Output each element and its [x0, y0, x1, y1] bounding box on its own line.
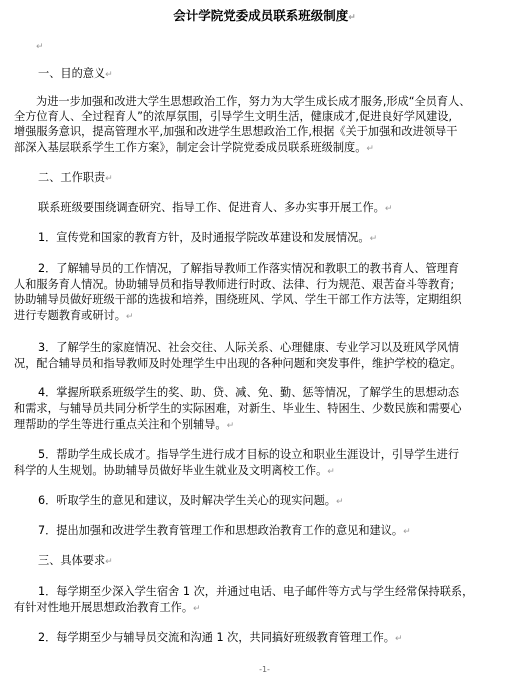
duty-item-5-line-1: 5．帮助学生成长成才。指导学生进行成才目标的设立和职业生涯设计，引导学生进行 — [38, 448, 460, 461]
paragraph-mark-icon: ↵ — [403, 527, 411, 537]
paragraph-mark-icon: ↵ — [384, 204, 393, 214]
document-title: 会计学院党委成员联系班级制度↵ — [173, 8, 356, 23]
paragraph-mark-icon: ↵ — [105, 557, 113, 567]
duty-item-5-line-2: 科学的人生规划。协助辅导员做好毕业生就业及文明离校工作。↵ — [14, 464, 335, 477]
duty-item-3-line-2: 况，配合辅导员和指导教师及时处理学生中出现的各种问题和突发事件，维护学校的稳定。 — [14, 357, 462, 370]
requirement-item-1-line-2: 有针对性地开展思想政治教育工作。↵ — [14, 601, 201, 614]
duty-item-1: 1．宣传党和国家的教育方针，及时通报学院改革建设和发展情况。↵ — [38, 231, 378, 244]
paragraph-mark-icon: ↵ — [369, 234, 378, 244]
paragraph-mark-icon: ↵ — [125, 312, 134, 322]
duty-item-2-line-4: 进行专题教育或研讨。↵ — [14, 309, 134, 322]
section-heading-2: 二、工作职责↵ — [38, 171, 113, 184]
page-number: -1- — [259, 665, 270, 674]
section1-line-2: 全方位育人、全过程育人”的浓厚氛围，引导学生文明生活，健康成才,促进良好学风建设, — [14, 110, 453, 123]
duty-item-4-line-1: 4．掌握所联系班级学生的奖、助、贷、减、免、勤、惩等情况，了解学生的思想动态 — [38, 386, 460, 399]
paragraph-mark-icon: ↵ — [105, 70, 113, 80]
paragraph-mark-icon: ↵ — [105, 174, 113, 184]
section1-line-1: 为进一步加强和改进大学生思想政治工作，努力为大学生成长成才服务,形成“全员育人、 — [36, 95, 471, 108]
duty-item-4-line-2: 和需求，与辅导员共同分析学生的实际困难，对新生、毕业生、特困生、少数民族和需要心 — [14, 402, 462, 415]
paragraph-mark-icon: ↵ — [226, 421, 235, 431]
paragraph-mark-icon: ↵ — [336, 497, 344, 507]
section1-line-3: 增强服务意识，提高管理水平,加强和改进学生思想政治工作,根据《关于加强和改进领导干 — [14, 125, 458, 138]
duty-item-6: 6．听取学生的意见和建议，及时解决学生关心的现实问题。↵ — [38, 494, 344, 507]
section1-line-4: 部深入基层联系学生工作方案》，制定会计学院党委成员联系班级制度。↵ — [14, 141, 374, 154]
paragraph-mark-icon: ↵ — [394, 634, 403, 644]
duty-item-3-line-1: 3．了解学生的家庭情况、社会交往、人际关系、心理健康、专业学习以及班风学风情 — [38, 341, 460, 354]
requirement-item-2: 2．每学期至少与辅导员交流和沟通 1 次，共同搞好班级教育管理工作。↵ — [38, 631, 403, 644]
paragraph-mark-icon: ↵ — [348, 13, 356, 23]
paragraph-mark-icon: ↵ — [366, 144, 374, 154]
duty-item-7: 7．提出加强和改进学生教育管理工作和思想政治教育工作的意见和建议。↵ — [38, 524, 411, 537]
duty-item-4-line-3: 理帮助的学生等进行重点关注和个别辅导。↵ — [14, 418, 235, 431]
duty-item-2-line-2: 人和服务育人情况。协助辅导员和指导教师进行时政、法律、行为规范、艰苦奋斗等教育; — [14, 278, 455, 291]
section-heading-3: 三、具体要求↵ — [38, 554, 113, 567]
section2-intro: 联系班级要围绕调查研究、指导工作、促进育人、多办实事开展工作。↵ — [38, 201, 393, 214]
requirement-item-1-line-1: 1．每学期至少深入学生宿舍 1 次，并通过电话、电子邮件等方式与学生经常保持联系， — [38, 585, 474, 598]
paragraph-mark-icon: ↵ — [327, 467, 335, 477]
paragraph-mark-icon: ↵ — [193, 604, 201, 614]
section-heading-1: 一、目的意义↵ — [38, 67, 113, 80]
paragraph-mark-icon: ↵ — [36, 42, 44, 52]
duty-item-2-line-3: 协助辅导员做好班级干部的选拔和培养，围绕班风、学风、学生干部工作方法等，定期组织 — [14, 293, 462, 306]
duty-item-2-line-1: 2．了解辅导员的工作情况，了解指导教师工作落实情况和教职工的教书育人、管理育 — [38, 262, 460, 275]
